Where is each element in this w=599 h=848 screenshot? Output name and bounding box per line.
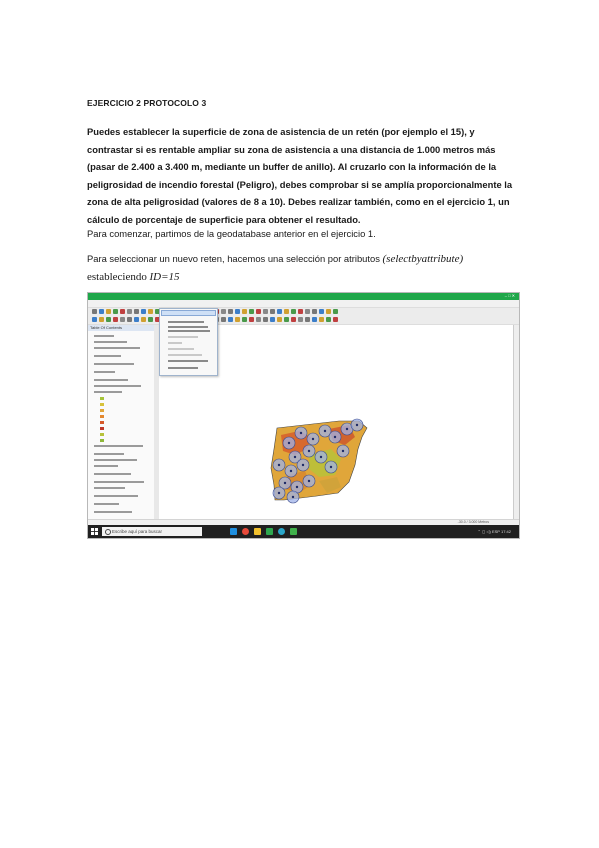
menu-bar bbox=[88, 300, 519, 308]
toc-layer-entry[interactable] bbox=[94, 391, 122, 393]
toolbar-button[interactable] bbox=[120, 317, 125, 322]
legend-swatch bbox=[100, 421, 104, 424]
reten-point bbox=[330, 466, 332, 468]
toolbar-button[interactable] bbox=[235, 317, 240, 322]
toc-layer-entry[interactable] bbox=[94, 371, 115, 373]
toolbar-button[interactable] bbox=[263, 317, 268, 322]
toolbar-button[interactable] bbox=[270, 309, 275, 314]
toc-layer-entry[interactable] bbox=[94, 385, 141, 387]
edge-icon[interactable] bbox=[230, 528, 237, 535]
toc-layer-entry[interactable] bbox=[94, 487, 125, 489]
toc-layer-entry[interactable] bbox=[94, 473, 131, 475]
attribute-expression: ID=15 bbox=[149, 271, 180, 283]
toc-layer-entry[interactable] bbox=[94, 445, 143, 447]
window-controls[interactable]: – □ ✕ bbox=[504, 293, 515, 298]
app-icon[interactable] bbox=[290, 528, 297, 535]
toolbar-button[interactable] bbox=[249, 309, 254, 314]
toolbar-button[interactable] bbox=[291, 309, 296, 314]
reten-point bbox=[284, 482, 286, 484]
paragraph-select-cont: estableciendo bbox=[87, 271, 147, 283]
taskbar-search-placeholder: Escribe aquí para buscar bbox=[112, 529, 163, 534]
toc-layer-entry[interactable] bbox=[94, 503, 119, 505]
toc-layer-entry[interactable] bbox=[94, 459, 137, 461]
toc-layer-entry[interactable] bbox=[94, 347, 140, 349]
toolbar-button[interactable] bbox=[242, 309, 247, 314]
paragraph-select-text: Para seleccionar un nuevo reten, hacemos una selección por atributos bbox=[87, 253, 380, 264]
menu-item[interactable] bbox=[168, 330, 210, 332]
toolbar-button[interactable] bbox=[256, 309, 261, 314]
taskbar-search-box[interactable] bbox=[102, 527, 202, 536]
toolbar-button[interactable] bbox=[120, 309, 125, 314]
toolbar-button[interactable] bbox=[228, 309, 233, 314]
toolbar-button[interactable] bbox=[298, 309, 303, 314]
menu-item[interactable] bbox=[168, 360, 208, 362]
folder-icon[interactable] bbox=[254, 528, 261, 535]
legend-swatch bbox=[100, 427, 104, 430]
toolbar-button[interactable] bbox=[319, 309, 324, 314]
toolbar-button[interactable] bbox=[249, 317, 254, 322]
toolbar-button[interactable] bbox=[148, 309, 153, 314]
toolbar-button[interactable] bbox=[235, 309, 240, 314]
toolbar-button[interactable] bbox=[141, 317, 146, 322]
toc-layer-entry[interactable] bbox=[94, 379, 128, 381]
toolbar-button[interactable] bbox=[106, 317, 111, 322]
reten-point bbox=[300, 432, 302, 434]
toolbar-button[interactable] bbox=[284, 317, 289, 322]
toc-layer-entry[interactable] bbox=[94, 511, 132, 513]
paragraph-start: Para comenzar, partimos de la geodatabase anterior en el ejercicio 1. bbox=[87, 228, 376, 239]
toolbar-button[interactable] bbox=[326, 317, 331, 322]
toolbar-button[interactable] bbox=[92, 317, 97, 322]
reten-point bbox=[308, 450, 310, 452]
reten-point bbox=[296, 486, 298, 488]
menu-item[interactable] bbox=[168, 326, 208, 328]
arcmap-screenshot bbox=[87, 292, 520, 539]
toolbar-button[interactable] bbox=[92, 309, 97, 314]
reten-point bbox=[312, 438, 314, 440]
toolbar-button[interactable] bbox=[333, 317, 338, 322]
legend-swatch bbox=[100, 409, 104, 412]
toc-layer-entry[interactable] bbox=[94, 465, 118, 467]
toolbar-button[interactable] bbox=[312, 309, 317, 314]
search-icon bbox=[105, 529, 111, 535]
toolbar-button[interactable] bbox=[312, 317, 317, 322]
reten-point bbox=[292, 496, 294, 498]
windows-start-icon[interactable] bbox=[91, 528, 98, 535]
reten-point bbox=[334, 436, 336, 438]
toolbar-button[interactable] bbox=[228, 317, 233, 322]
menu-item[interactable] bbox=[168, 336, 198, 338]
intro-paragraph: Puedes establecer la superficie de zona de asistencia de un retén (por ejemplo el 15), y contrastar si es rentable ampliar su zona de asistencia a una distancia de 1.000 metros más (pasar de 2.400 a 3.400 m, mediante un buffer de anillo). Al cruzarlo con la información de la peligrosidad de incendio forestal (Peligro), debes comprobar si se amplía proporcionalmente la zona de alta peligrosidad (valores de 8 a 10). Debes realizar también, como en el ejercicio 1, un cálculo de porcentaje de superficie para obtener el resultado. bbox=[87, 126, 513, 225]
toolbar-button[interactable] bbox=[106, 309, 111, 314]
right-dock-strip[interactable] bbox=[513, 325, 520, 519]
select-by-attribute-term: (selectbyattribute) bbox=[382, 253, 464, 265]
status-coordinates: -30.0 / 3.000 Metros bbox=[457, 520, 489, 524]
toc-layer-entry[interactable] bbox=[94, 335, 114, 337]
toolbar-button[interactable] bbox=[277, 317, 282, 322]
legend-swatch bbox=[100, 433, 104, 436]
window-titlebar bbox=[88, 293, 519, 300]
toolbar-button[interactable] bbox=[99, 317, 104, 322]
toolbar-button[interactable] bbox=[221, 309, 226, 314]
toc-layer-entry[interactable] bbox=[94, 495, 138, 497]
toolbar-button[interactable] bbox=[291, 317, 296, 322]
windows-taskbar bbox=[88, 525, 519, 538]
toolbar-button[interactable] bbox=[263, 309, 268, 314]
toc-layer-entry[interactable] bbox=[94, 363, 134, 365]
reten-point bbox=[290, 470, 292, 472]
menu-item[interactable] bbox=[168, 354, 202, 356]
menu-item[interactable] bbox=[168, 321, 204, 323]
toolbar-button[interactable] bbox=[127, 317, 132, 322]
document-title: EJERCICIO 2 PROTOCOLO 3 bbox=[87, 98, 207, 108]
reten-point bbox=[324, 430, 326, 432]
reten-point bbox=[278, 464, 280, 466]
toolbar-button[interactable] bbox=[319, 317, 324, 322]
legend-swatch bbox=[100, 439, 104, 442]
app-icon[interactable] bbox=[278, 528, 285, 535]
toc-header: Table Of Contents bbox=[88, 325, 154, 331]
toolbar-button[interactable] bbox=[141, 309, 146, 314]
chrome-icon[interactable] bbox=[242, 528, 249, 535]
toolbar-button[interactable] bbox=[277, 309, 282, 314]
reten-point bbox=[308, 480, 310, 482]
legend-swatch bbox=[100, 403, 104, 406]
toolbar-button[interactable] bbox=[305, 317, 310, 322]
reten-point bbox=[294, 456, 296, 458]
toolbar-button[interactable] bbox=[305, 309, 310, 314]
system-tray[interactable]: ⌃ ◻ ◁) ESP 17:42 bbox=[477, 529, 511, 534]
menu-item[interactable] bbox=[168, 348, 194, 350]
reten-point bbox=[302, 464, 304, 466]
reten-point bbox=[278, 492, 280, 494]
toolbar-button[interactable] bbox=[333, 309, 338, 314]
selection-dropdown-menu[interactable] bbox=[159, 308, 218, 376]
toolbar-button[interactable] bbox=[134, 317, 139, 322]
reten-point bbox=[342, 450, 344, 452]
toolbar-button[interactable] bbox=[134, 309, 139, 314]
toolbar-button[interactable] bbox=[113, 309, 118, 314]
toolbar-button[interactable] bbox=[99, 309, 104, 314]
arcmap-icon[interactable] bbox=[266, 528, 273, 535]
toc-layer-entry[interactable] bbox=[94, 481, 144, 483]
toolbar-button[interactable] bbox=[270, 317, 275, 322]
toc-layer-entry[interactable] bbox=[94, 341, 127, 343]
toolbar-button[interactable] bbox=[242, 317, 247, 322]
paragraph-select bbox=[87, 250, 519, 286]
legend-swatch bbox=[100, 415, 104, 418]
legend-swatch bbox=[100, 397, 104, 400]
menu-item[interactable] bbox=[168, 342, 182, 344]
toc-layer-entry[interactable] bbox=[94, 355, 121, 357]
reten-point bbox=[346, 428, 348, 430]
toolbar-button[interactable] bbox=[284, 309, 289, 314]
reten-point bbox=[288, 442, 290, 444]
menu-item-select-by-attributes[interactable] bbox=[161, 310, 216, 316]
toolbar-tools bbox=[88, 316, 519, 325]
reten-point bbox=[356, 424, 358, 426]
toolbar-button[interactable] bbox=[113, 317, 118, 322]
toolbar-button[interactable] bbox=[298, 317, 303, 322]
toolbar-button[interactable] bbox=[148, 317, 153, 322]
toolbar-button[interactable] bbox=[256, 317, 261, 322]
toolbar-button[interactable] bbox=[127, 309, 132, 314]
toolbar-button[interactable] bbox=[221, 317, 226, 322]
toc-layer-entry[interactable] bbox=[94, 453, 124, 455]
reten-point bbox=[320, 456, 322, 458]
table-of-contents bbox=[88, 325, 155, 519]
toolbar-button[interactable] bbox=[326, 309, 331, 314]
menu-item[interactable] bbox=[168, 367, 198, 369]
